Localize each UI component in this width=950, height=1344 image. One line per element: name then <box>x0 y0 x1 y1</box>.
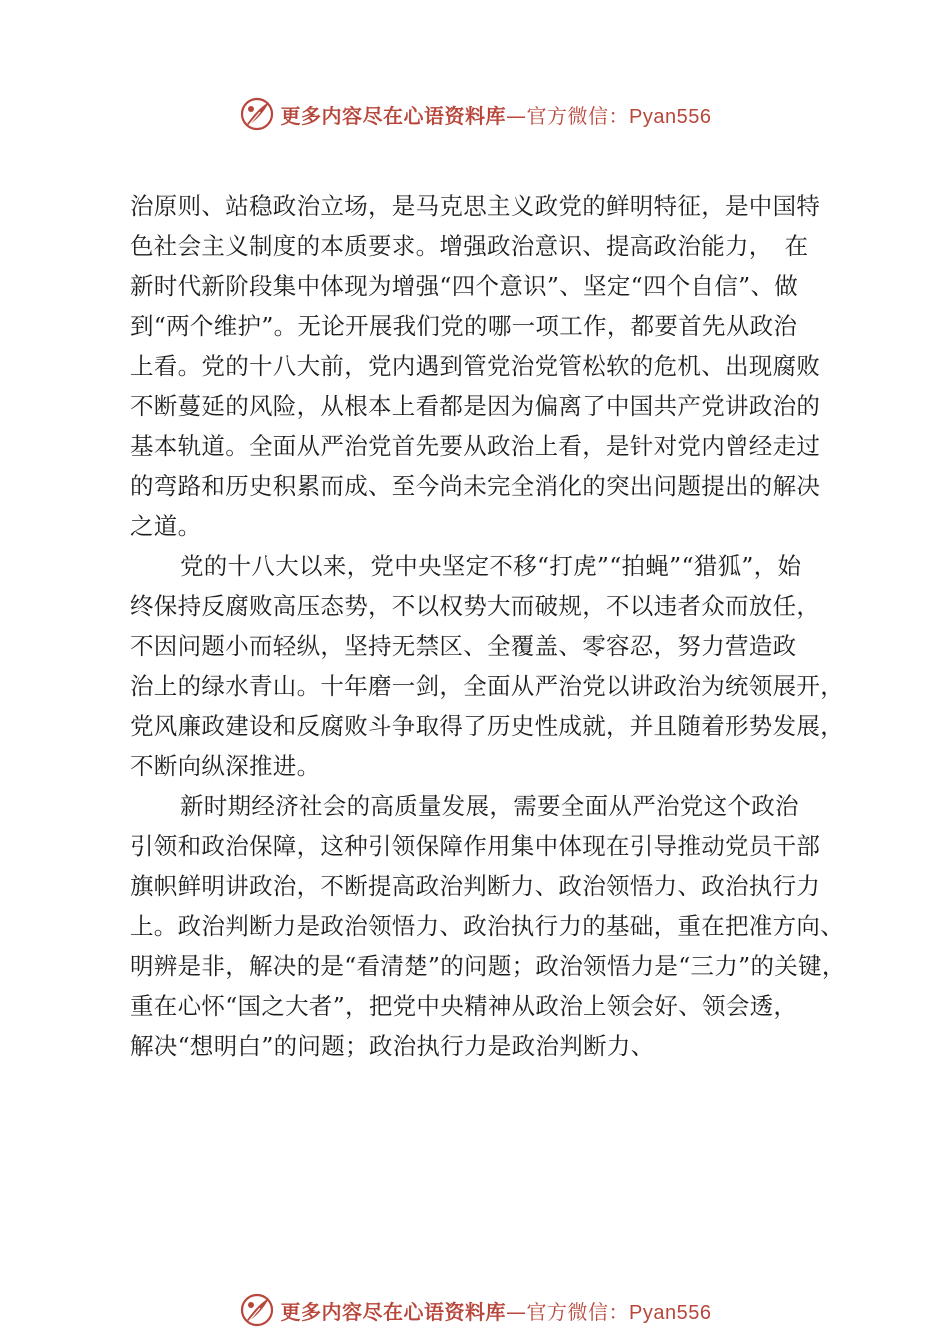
text-line: 终保持反腐败高压态势，不以权势大而破规，不以违者众而放任， <box>130 592 821 620</box>
text-line: 引领和政治保障，这种引领保障作用集中体现在引导推动党员干部 <box>130 832 821 860</box>
text-line: 到“两个维护”。无论开展我们党的哪一项工作，都要首先从政治 <box>130 312 798 340</box>
text-line: 明辨是非，解决的是“看清楚”的问题；政治领悟力是“三力”的关键， <box>130 952 846 980</box>
text-line: 治上的绿水青山。十年磨一剑，全面从严治党以讲政治为统领展开， <box>130 672 844 700</box>
text-line: 治原则、站稳政治立场，是马克思主义政党的鲜明特征，是中国特 <box>130 192 821 220</box>
text-line: 上看。党的十八大前，党内遇到管党治党管松软的危机、出现腐败 <box>130 352 821 380</box>
text-line: 的弯路和历史积累而成、至今尚未完全消化的突出问题提出的解决 <box>130 472 821 500</box>
footer-banner <box>0 1286 950 1334</box>
document-body <box>130 186 858 1066</box>
text-line: 之道。 <box>130 512 202 540</box>
banner-wechat-id: Pyan556 <box>629 105 712 128</box>
banner-wechat-label: —官方微信： <box>506 103 630 128</box>
quill-pen-logo-icon <box>239 1292 275 1328</box>
banner-title: 更多内容尽在心语资料库 <box>280 103 507 128</box>
text-line: 解决“想明白”的问题；政治执行力是政治判断力、 <box>130 1032 655 1060</box>
quill-pen-logo-icon <box>239 96 275 132</box>
text-line: 不因问题小而轻纵，坚持无禁区、全覆盖、零容忍，努力营造政 <box>130 632 797 660</box>
text-line: 新时代新阶段集中体现为增强“四个意识”、坚定“四个自信”、做 <box>130 272 799 300</box>
text-line: 上。政治判断力是政治领悟力、政治执行力的基础，重在把准方向、 <box>130 912 844 940</box>
banner-wechat-id: Pyan556 <box>629 1301 712 1324</box>
text-line: 不断向纵深推进。 <box>130 752 321 780</box>
text-line: 党的十八大以来，党中央坚定不移“打虎”“拍蝇”“猎狐”，始 <box>180 552 802 580</box>
text-line: 旗帜鲜明讲政治，不断提高政治判断力、政治领悟力、政治执行力 <box>130 872 821 900</box>
text-line: 党风廉政建设和反腐败斗争取得了历史性成就，并且随着形势发展， <box>130 712 844 740</box>
text-line: 新时期经济社会的高质量发展，需要全面从严治党这个政治 <box>180 792 799 820</box>
banner-text <box>281 1296 712 1325</box>
banner-text <box>281 100 712 129</box>
text-line: 不断蔓延的风险，从根本上看都是因为偏离了中国共产党讲政治的 <box>130 392 821 420</box>
text-line: 色社会主义制度的本质要求。增强政治意识、提高政治能力， 在 <box>130 232 809 260</box>
paragraph-2 <box>130 546 858 786</box>
banner-title: 更多内容尽在心语资料库 <box>280 1299 507 1324</box>
paragraph-3 <box>130 786 858 1066</box>
text-line: 重在心怀“国之大者”，把党中央精神从政治上领会好、领会透， <box>130 992 798 1020</box>
banner-wechat-label: —官方微信： <box>506 1299 630 1324</box>
header-banner <box>0 90 950 138</box>
paragraph-1 <box>130 186 858 546</box>
text-line: 基本轨道。全面从严治党首先要从政治上看，是针对党内曾经走过 <box>130 432 821 460</box>
